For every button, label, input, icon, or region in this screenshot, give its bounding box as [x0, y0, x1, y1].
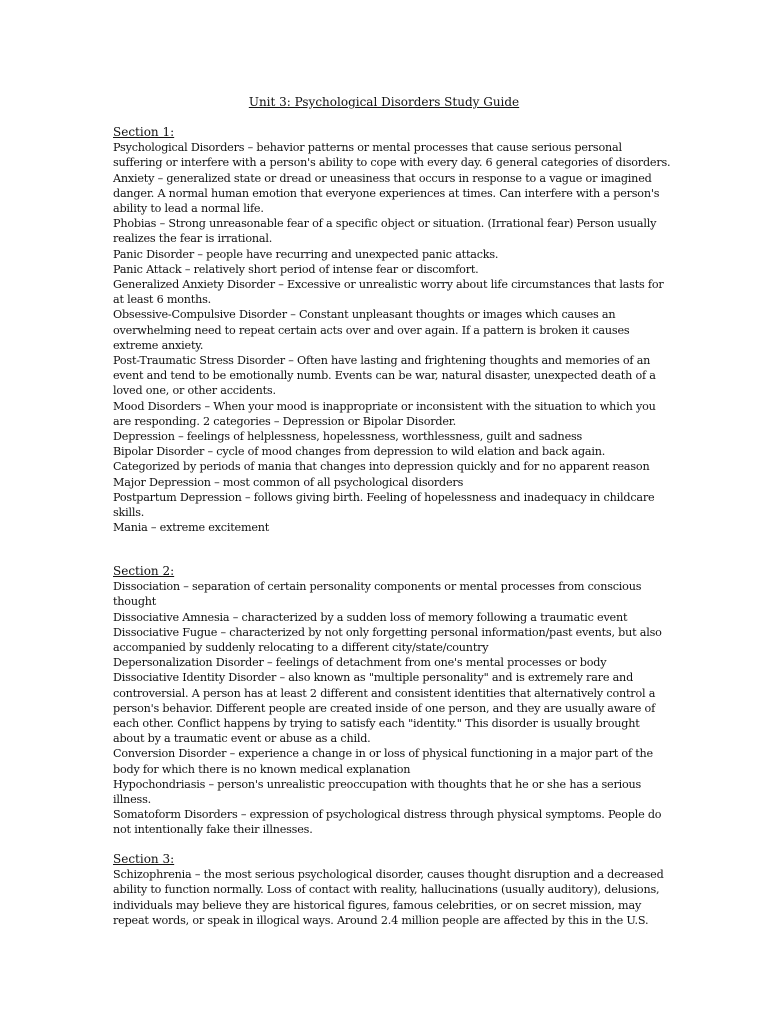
text-line: Categorized by periods of mania that changes into depression quickly and for no apparent reason [113, 460, 650, 474]
text-line: at least 6 months. [113, 293, 212, 307]
text-line: Panic Attack – relatively short period of intense fear or discomfort. [113, 262, 479, 276]
section-1 [113, 125, 671, 535]
text-line: person's behavior. Different people are created inside of one person, and they are usually aware of [113, 701, 656, 715]
text-line: Generalized Anxiety Disorder – Excessive or unrealistic worry about life circumstances that lasts for [113, 278, 664, 292]
text-line: Depersonalization Disorder – feelings of detachment from one's mental processes or body [113, 656, 607, 670]
section-heading: Section 3: [113, 852, 175, 866]
text-line: Bipolar Disorder – cycle of mood changes from depression to wild elation and back again. [113, 445, 606, 459]
text-line: Somatoform Disorders – expression of psychological distress through physical symptoms. People do [113, 808, 662, 822]
section-body [113, 579, 661, 837]
text-line: Obsessive-Compulsive Disorder – Constant unpleasant thoughts or images which causes an [113, 308, 616, 322]
text-line: Psychological Disorders – behavior patterns or mental processes that cause serious personal [113, 141, 622, 155]
section-3 [113, 852, 664, 928]
text-line: overwhelming need to repeat certain acts over and over again. If a pattern is broken it causes [113, 323, 630, 337]
text-line: realizes the fear is irrational. [113, 232, 273, 246]
text-line: accompanied by suddenly relocating to a different city/state/country [113, 641, 489, 655]
text-line: Dissociation – separation of certain personality components or mental processes from conscious [113, 580, 642, 594]
text-line: suffering or interfere with a person's ability to cope with every day. 6 general categories of disorders. [113, 156, 671, 170]
text-line: Mood Disorders – When your mood is inappropriate or inconsistent with the situation to which you [113, 399, 656, 413]
text-line: Panic Disorder – people have recurring and unexpected panic attacks. [113, 247, 499, 261]
section-heading: Section 1: [113, 125, 175, 139]
text-line: skills. [113, 506, 145, 520]
text-line: individuals may believe they are historical figures, famous celebrities, or on secret mission, may [113, 898, 642, 912]
section-2 [113, 564, 661, 838]
text-line: each other. Conflict happens by trying to satisfy each "identity." This disorder is usually brought [113, 717, 640, 731]
text-line: not intentionally fake their illnesses. [113, 823, 313, 837]
text-line: Hypochondriasis – person's unrealistic preoccupation with thoughts that he or she has a serious [113, 777, 642, 791]
text-line: Major Depression – most common of all psychological disorders [113, 475, 464, 489]
text-line: about by a traumatic event or abuse as a child. [113, 732, 371, 746]
text-line: extreme anxiety. [113, 338, 204, 352]
text-line: loved one, or other accidents. [113, 384, 276, 398]
text-line: Dissociative Amnesia – characterized by a sudden loss of memory following a traumatic event [113, 610, 628, 624]
text-line: ability to function normally. Loss of contact with reality, hallucinations (usually auditory), delusions, [113, 883, 660, 897]
text-line: Postpartum Depression – follows giving birth. Feeling of hopelessness and inadequacy in childcare [113, 490, 655, 504]
text-line: Dissociative Identity Disorder – also known as "multiple personality" and is extremely rare and [113, 671, 634, 685]
text-line: Depression – feelings of helplessness, hopelessness, worthlessness, guilt and sadness [113, 430, 583, 444]
text-line: are responding. 2 categories – Depression or Bipolar Disorder. [113, 414, 457, 428]
text-line: Conversion Disorder – experience a change in or loss of physical functioning in a major part of the [113, 747, 653, 761]
text-line: thought [113, 595, 157, 609]
text-line: ability to lead a normal life. [113, 202, 264, 216]
text-line: repeat words, or speak in illogical ways. Around 2.4 million people are affected by this in the U.S. [113, 913, 649, 927]
text-line: body for which there is no known medical explanation [113, 762, 411, 776]
text-line: Schizophrenia – the most serious psychological disorder, causes thought disruption and a decreased [113, 868, 664, 882]
text-line: event and tend to be emotionally numb. Events can be war, natural disaster, unexpected death of a [113, 369, 656, 383]
text-line: controversial. A person has at least 2 different and consistent identities that alternatively control a [113, 686, 656, 700]
text-line: Post-Traumatic Stress Disorder – Often have lasting and frightening thoughts and memories of an [113, 354, 651, 368]
section-body [113, 140, 671, 535]
section-body [113, 867, 664, 928]
text-line: illness. [113, 793, 151, 807]
text-line: Phobias – Strong unreasonable fear of a specific object or situation. (Irrational fear) Person usually [113, 217, 657, 231]
text-line: Dissociative Fugue – characterized by not only forgetting personal information/past events, but also [113, 625, 662, 639]
text-line: danger. A normal human emotion that everyone experiences at times. Can interfere with a person's [113, 186, 660, 200]
section-heading: Section 2: [113, 564, 175, 578]
text-line: Mania – extreme excitement [113, 521, 270, 535]
document-title: Unit 3: Psychological Disorders Study Guide [248, 95, 520, 109]
text-line: Anxiety – generalized state or dread or uneasiness that occurs in response to a vague or imagined [113, 171, 652, 185]
